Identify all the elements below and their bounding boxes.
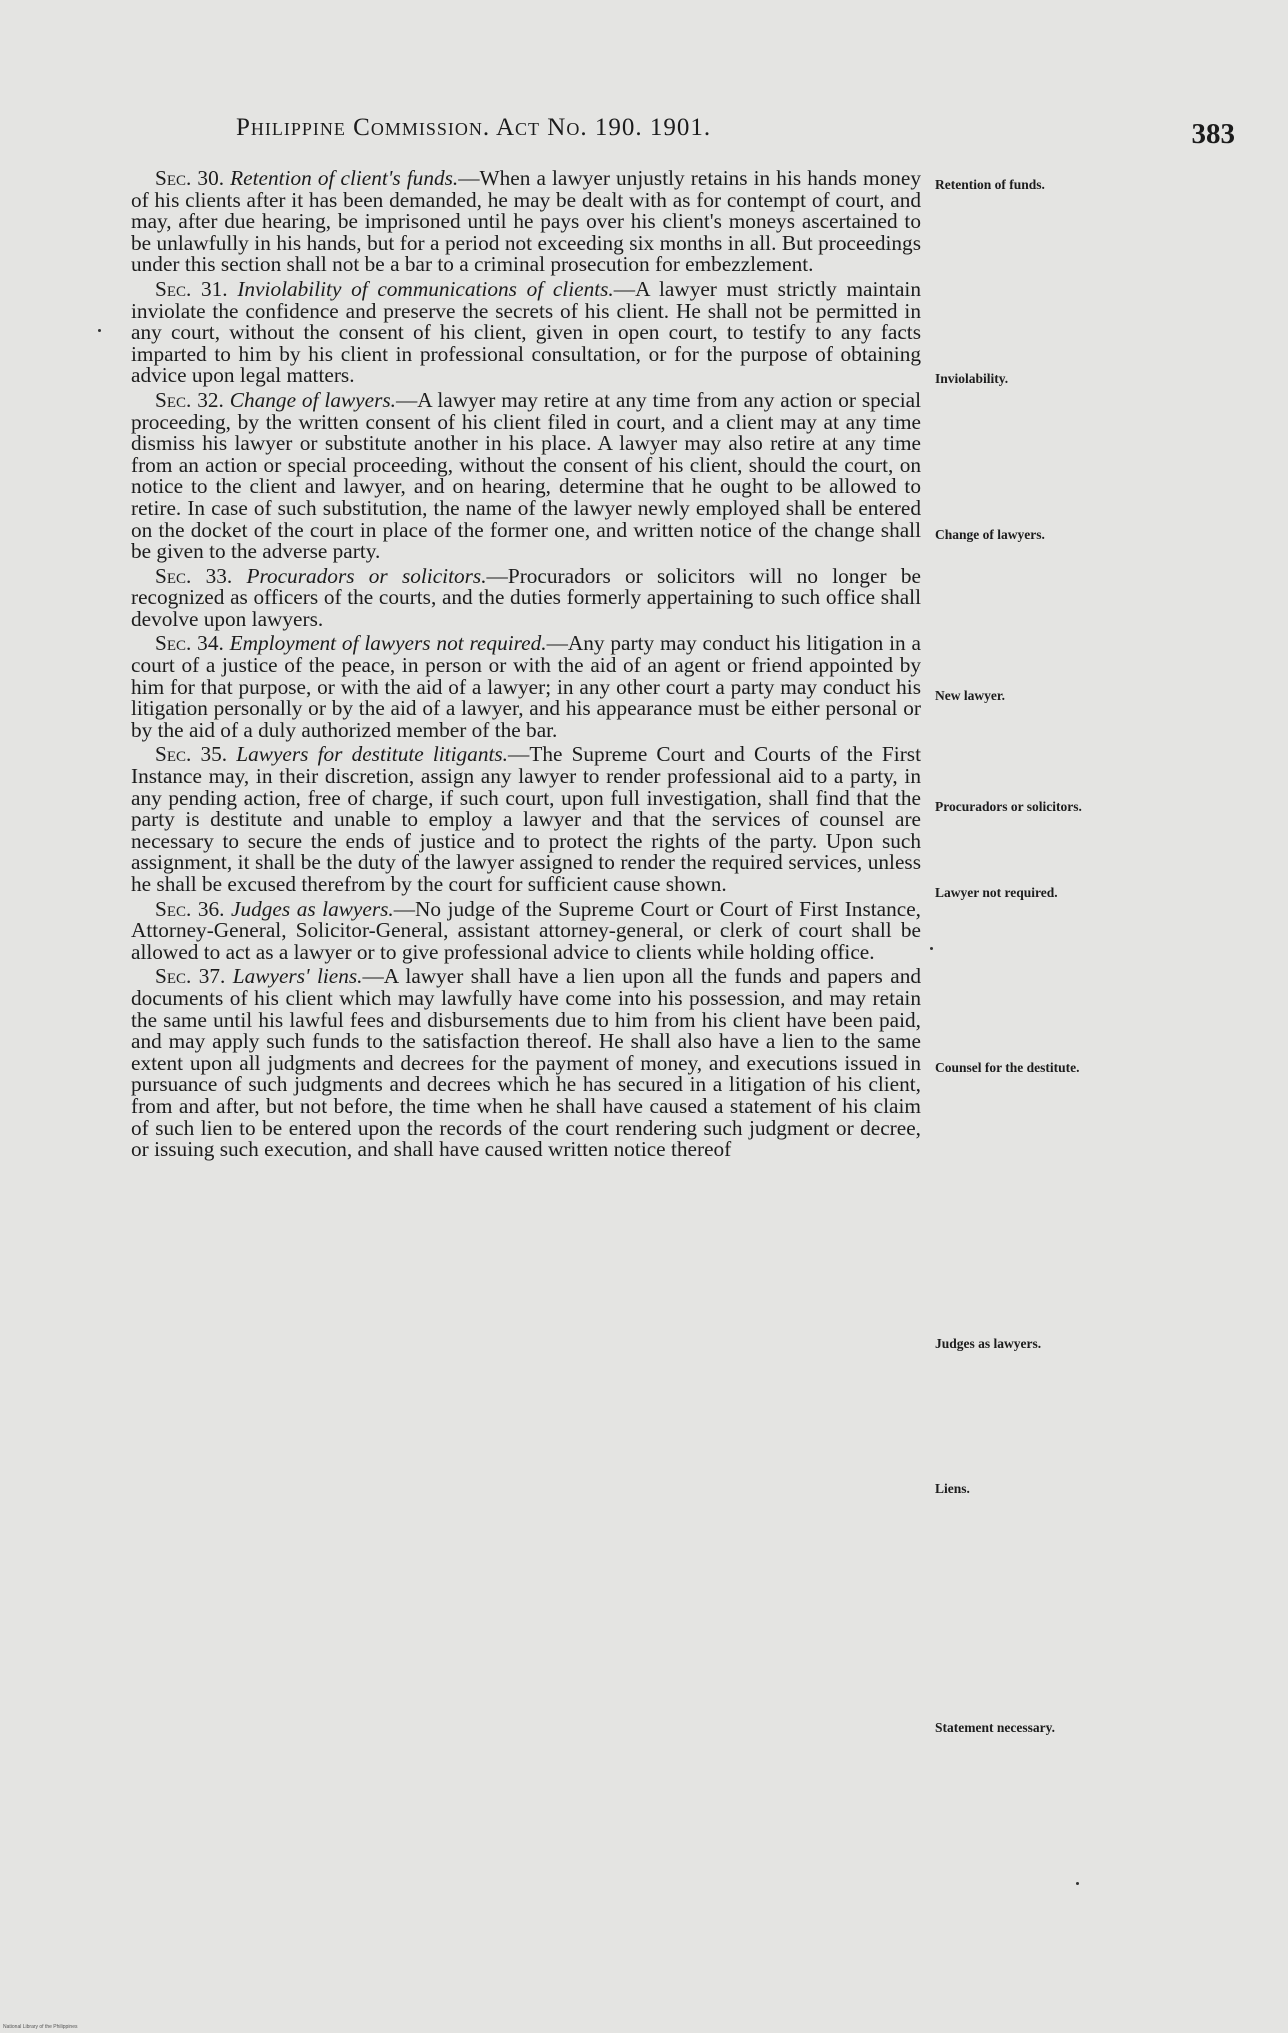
section-text: —Procuradors or solicitors will no longer be recognized as officers of the courts, and the duties formerly appertaining to such office shall devolve upon lawyers. xyxy=(131,563,921,631)
margin-note-new-lawyer: New lawyer. xyxy=(935,688,1005,703)
document-body xyxy=(131,168,921,1164)
section-number: Sec. 32. xyxy=(155,387,224,412)
section-title: Procuradors or solicitors. xyxy=(246,563,487,588)
section-text: —No judge of the Supreme Court or Court of First Instance, Attorney-General, Solicitor-General, assistant attorney-general, or clerk of court shall be allowed to act as a lawyer or to give professional advice to clients while holding office. xyxy=(131,896,921,964)
section-33 xyxy=(131,563,921,631)
section-text: —Any party may conduct his litigation in a court of a justice of the peace, in person or with the aid of an agent or friend appointed by him for that purpose, or with the aid of a lawyer; in any other court a party may conduct his litigation personally or by the aid of a lawyer, and his appearance must be either personal or by the aid of a duly authorized member of the bar. xyxy=(131,631,921,742)
section-number: Sec. 36. xyxy=(155,896,225,921)
section-35 xyxy=(131,744,921,895)
section-title: Inviolability of communications of clients. xyxy=(237,276,614,301)
section-31 xyxy=(131,276,921,388)
margin-note-judges: Judges as lawyers. xyxy=(935,1336,1042,1351)
footer-credit: National Library of the Philippines xyxy=(3,2024,78,2030)
section-37 xyxy=(131,966,921,1160)
margin-note-retention: Retention of funds. xyxy=(935,177,1045,192)
margin-note-statement: Statement necessary. xyxy=(935,1720,1055,1735)
section-text: —A lawyer shall have a lien upon all the funds and papers and documents of his client which may lawfully have come into his possession, and may retain the same until his lawful fees and disbursements due to him from his client have been paid, and may apply such funds to the satisfaction thereof. He shall also have a lien to the same extent upon all judgments and decrees for the payment of money, and executions issued in pursuance of such judgments and decrees which he has secured in a litigation of his client, from and after, but not before, the time when he shall have caused a statement of his claim of such lien to be entered upon the records of the court rendering such judgment or decree, or issuing such execution, and shall have caused written notice thereof xyxy=(131,964,922,1162)
print-speck xyxy=(98,329,101,332)
section-36 xyxy=(131,896,921,964)
section-number: Sec. 33. xyxy=(155,563,233,588)
print-speck xyxy=(1076,1882,1079,1885)
page-header: Philippine Commission. Act No. 190. 1901. xyxy=(236,114,712,141)
section-title: Change of lawyers. xyxy=(229,387,396,412)
margin-note-inviolability: Inviolability. xyxy=(935,371,1009,386)
section-title: Judges as lawyers. xyxy=(231,896,394,921)
section-32 xyxy=(131,387,921,564)
margin-note-lawyer-not-required: Lawyer not required. xyxy=(935,885,1058,900)
section-text: —When a lawyer unjustly retains in his hands money of his clients after it has been demanded, he may be dealt with as for contempt of court, and may, after due hearing, be imprisoned until he pays over his client's moneys ascertained to be unlawfully in his hands, but for a period not exceeding six months in all. But proceedings under this section shall not be a bar to a criminal prosecution for embezzlement. xyxy=(131,166,921,277)
section-number: Sec. 35. xyxy=(155,742,228,767)
section-title: Retention of client's funds. xyxy=(230,166,459,190)
section-text: —The Supreme Court and Courts of the First Instance may, in their discretion, assign any lawyer to render professional aid to a party, in any pending action, free of charge, if such court, upon full investigation, shall find that the party is destitute and unable to employ a lawyer and that the services of counsel are necessary to secure the ends of justice and to protect the rights of the party. Upon such assignment, it shall be the duty of the lawyer assigned to render the required services, unless he shall be excused therefrom by the court for sufficient cause shown. xyxy=(131,742,921,896)
print-speck xyxy=(930,947,933,950)
section-30 xyxy=(131,168,921,276)
section-number: Sec. 31. xyxy=(155,276,228,301)
section-title: Lawyers' liens. xyxy=(232,964,363,989)
page-number: 383 xyxy=(1191,118,1235,150)
section-text: —A lawyer may retire at any time from any action or special proceeding, by the written consent of his client filed in court, and a client may at any time dismiss his lawyer or substitute another in his place. A lawyer may also retire at any time from an action or special proceeding, without the consent of his client, should the court, on notice to the client and lawyer, and on hearing, determine that he ought to be allowed to retire. In case of such substitution, the name of the lawyer newly employed shall be entered on the docket of the court in place of the former one, and written notice of the change shall be given to the adverse party. xyxy=(131,387,921,564)
margin-note-procuradors: Procuradors or solicitors. xyxy=(935,799,1082,814)
section-number: Sec. 30. xyxy=(155,166,225,190)
section-text: —A lawyer must strictly maintain inviolate the confidence and preserve the secrets of his client. He shall not be permitted in any court, without the consent of his client, given in open court, to testify to any facts imparted to him by his client in professional consultation, or for the purpose of obtaining advice upon legal matters. xyxy=(131,276,921,388)
section-34 xyxy=(131,633,921,741)
section-title: Lawyers for destitute litigants. xyxy=(236,742,509,767)
margin-note-change-of-lawyers: Change of lawyers. xyxy=(935,527,1045,542)
section-number: Sec. 37. xyxy=(155,964,226,989)
section-number: Sec. 34. xyxy=(155,631,224,656)
section-title: Employment of lawyers not required. xyxy=(229,631,547,656)
margin-note-liens: Liens. xyxy=(935,1481,970,1496)
margin-note-counsel-destitute: Counsel for the destitute. xyxy=(935,1060,1080,1075)
